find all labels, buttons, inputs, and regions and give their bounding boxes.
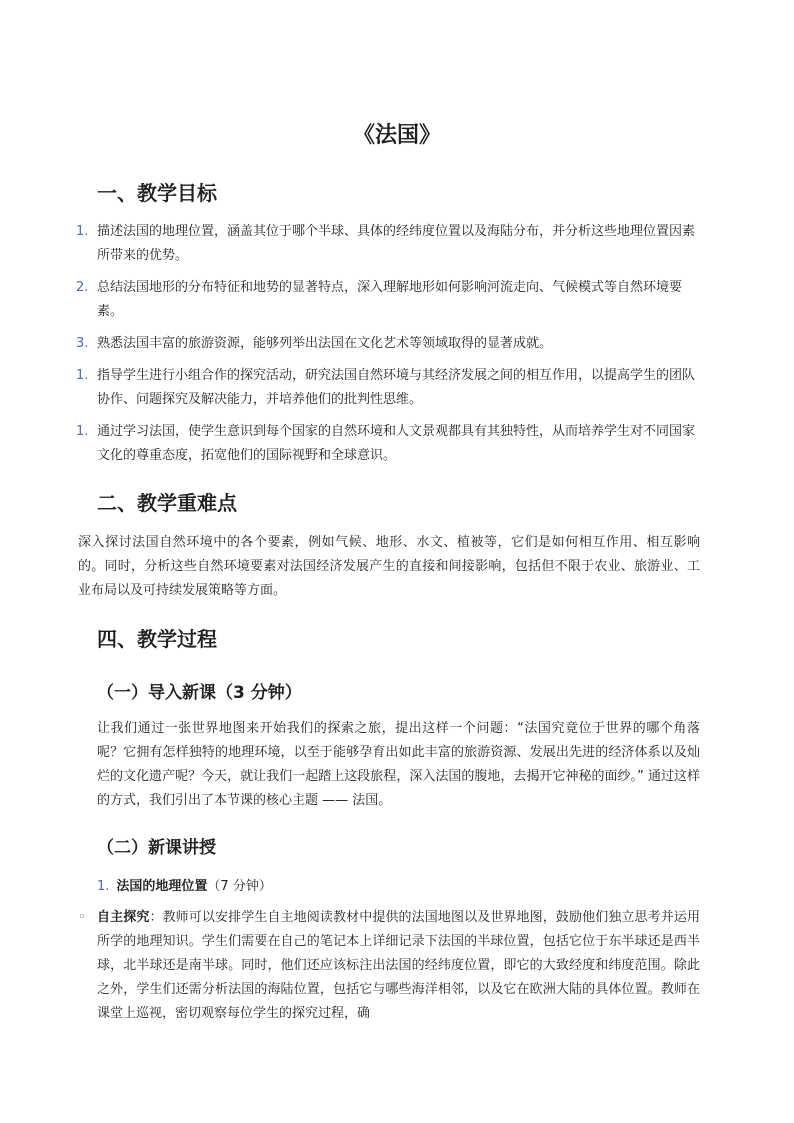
goal-item [76,220,700,268]
document-title: 《法国》 [352,123,441,148]
goal-number: 3. [76,336,89,351]
goal-item [76,364,700,412]
bullet-item [78,906,700,1026]
intro-heading: （一）导入新课（3 分钟） [97,683,302,703]
goal-text: 描述法国的地理位置，涵盖其位于哪个半球、具体的经纬度位置以及海陆分布，并分析这些地理位置因素所带来的优势。 [97,224,696,263]
subsection-number: 1. [97,879,110,894]
goals-heading: 一、教学目标 [97,181,217,205]
subsection-title: 法国的地理位置 [116,879,208,894]
subsection-time: （7 分钟） [207,879,272,894]
bullet-label: 自主探究 [97,910,150,925]
goals-list [76,220,700,476]
intro-text: 让我们通过一张世界地图来开始我们的探索之旅，提出这样一个问题：“法国究竟位于世界的哪个角落呢？它拥有怎样独特的地理环境，以至于能够孕育出如此丰富的旅游资源、发展出先进的经济体系以及灿烂的文化遗产呢？今天，就让我们一起踏上这段旅程，深入法国的腹地，去揭开它神秘的面纱。” 通过这样的方式，我们引出了本节课的核心主题 —— 法国。 [97,721,700,808]
goal-number: 1. [76,368,89,383]
goal-item [76,420,700,468]
goal-number: 1. [76,424,89,439]
key-points-heading: 二、教学重难点 [97,491,237,515]
goal-number: 2. [76,280,89,295]
key-points-text: 深入探讨法国自然环境中的各个要素，例如气候、地形、水文、植被等，它们是如何相互作用、相互影响的。同时，分析这些自然环境要素对法国经济发展产生的直接和间接影响，包括但不限于农业、旅游业、工业布局以及可持续发展策略等方面。 [78,535,700,598]
bullet-marker-icon: ◦ [78,910,86,925]
bullet-text-block [78,906,700,1026]
goal-text: 指导学生进行小组合作的探究活动，研究法国自然环境与其经济发展之间的相互作用，以提高学生的团队协作、问题探究及解决能力，并培养他们的批判性思维。 [97,368,696,407]
goal-item [76,332,700,356]
goal-text: 总结法国地形的分布特征和地势的显著特点，深入理解地形如何影响河流走向、气候模式等自然环境要素。 [97,280,683,319]
new-lesson-heading: （二）新课讲授 [97,838,216,858]
goal-text: 熟悉法国丰富的旅游资源，能够列举出法国在文化艺术等领域取得的显著成就。 [97,336,553,351]
bullet-text: ：教师可以安排学生自主地阅读教材中提供的法国地图以及世界地图，鼓励他们独立思考并运用所学的地理知识。学生们需要在自己的笔记本上详细记录下法国的半球位置，包括它位于东半球还是西半球，北半球还是南半球。同时，他们还应该标注出法国的经纬度位置，即它的大致经度和纬度范围。除此之外，学生们还需分析法国的海陆位置，包括它与哪些海洋相邻，以及它在欧洲大陆的具体位置。教师在课堂上巡视，密切观察每位学生的探究过程，确 [97,910,700,1021]
goal-number: 1. [76,224,89,239]
goal-text: 通过学习法国，使学生意识到每个国家的自然环境和人文景观都具有其独特性，从而培养学生对不同国家文化的尊重态度，拓宽他们的国际视野和全球意识。 [97,424,696,463]
goal-item [76,276,700,324]
subsection-geography [97,875,272,899]
process-heading: 四、教学过程 [97,627,217,651]
